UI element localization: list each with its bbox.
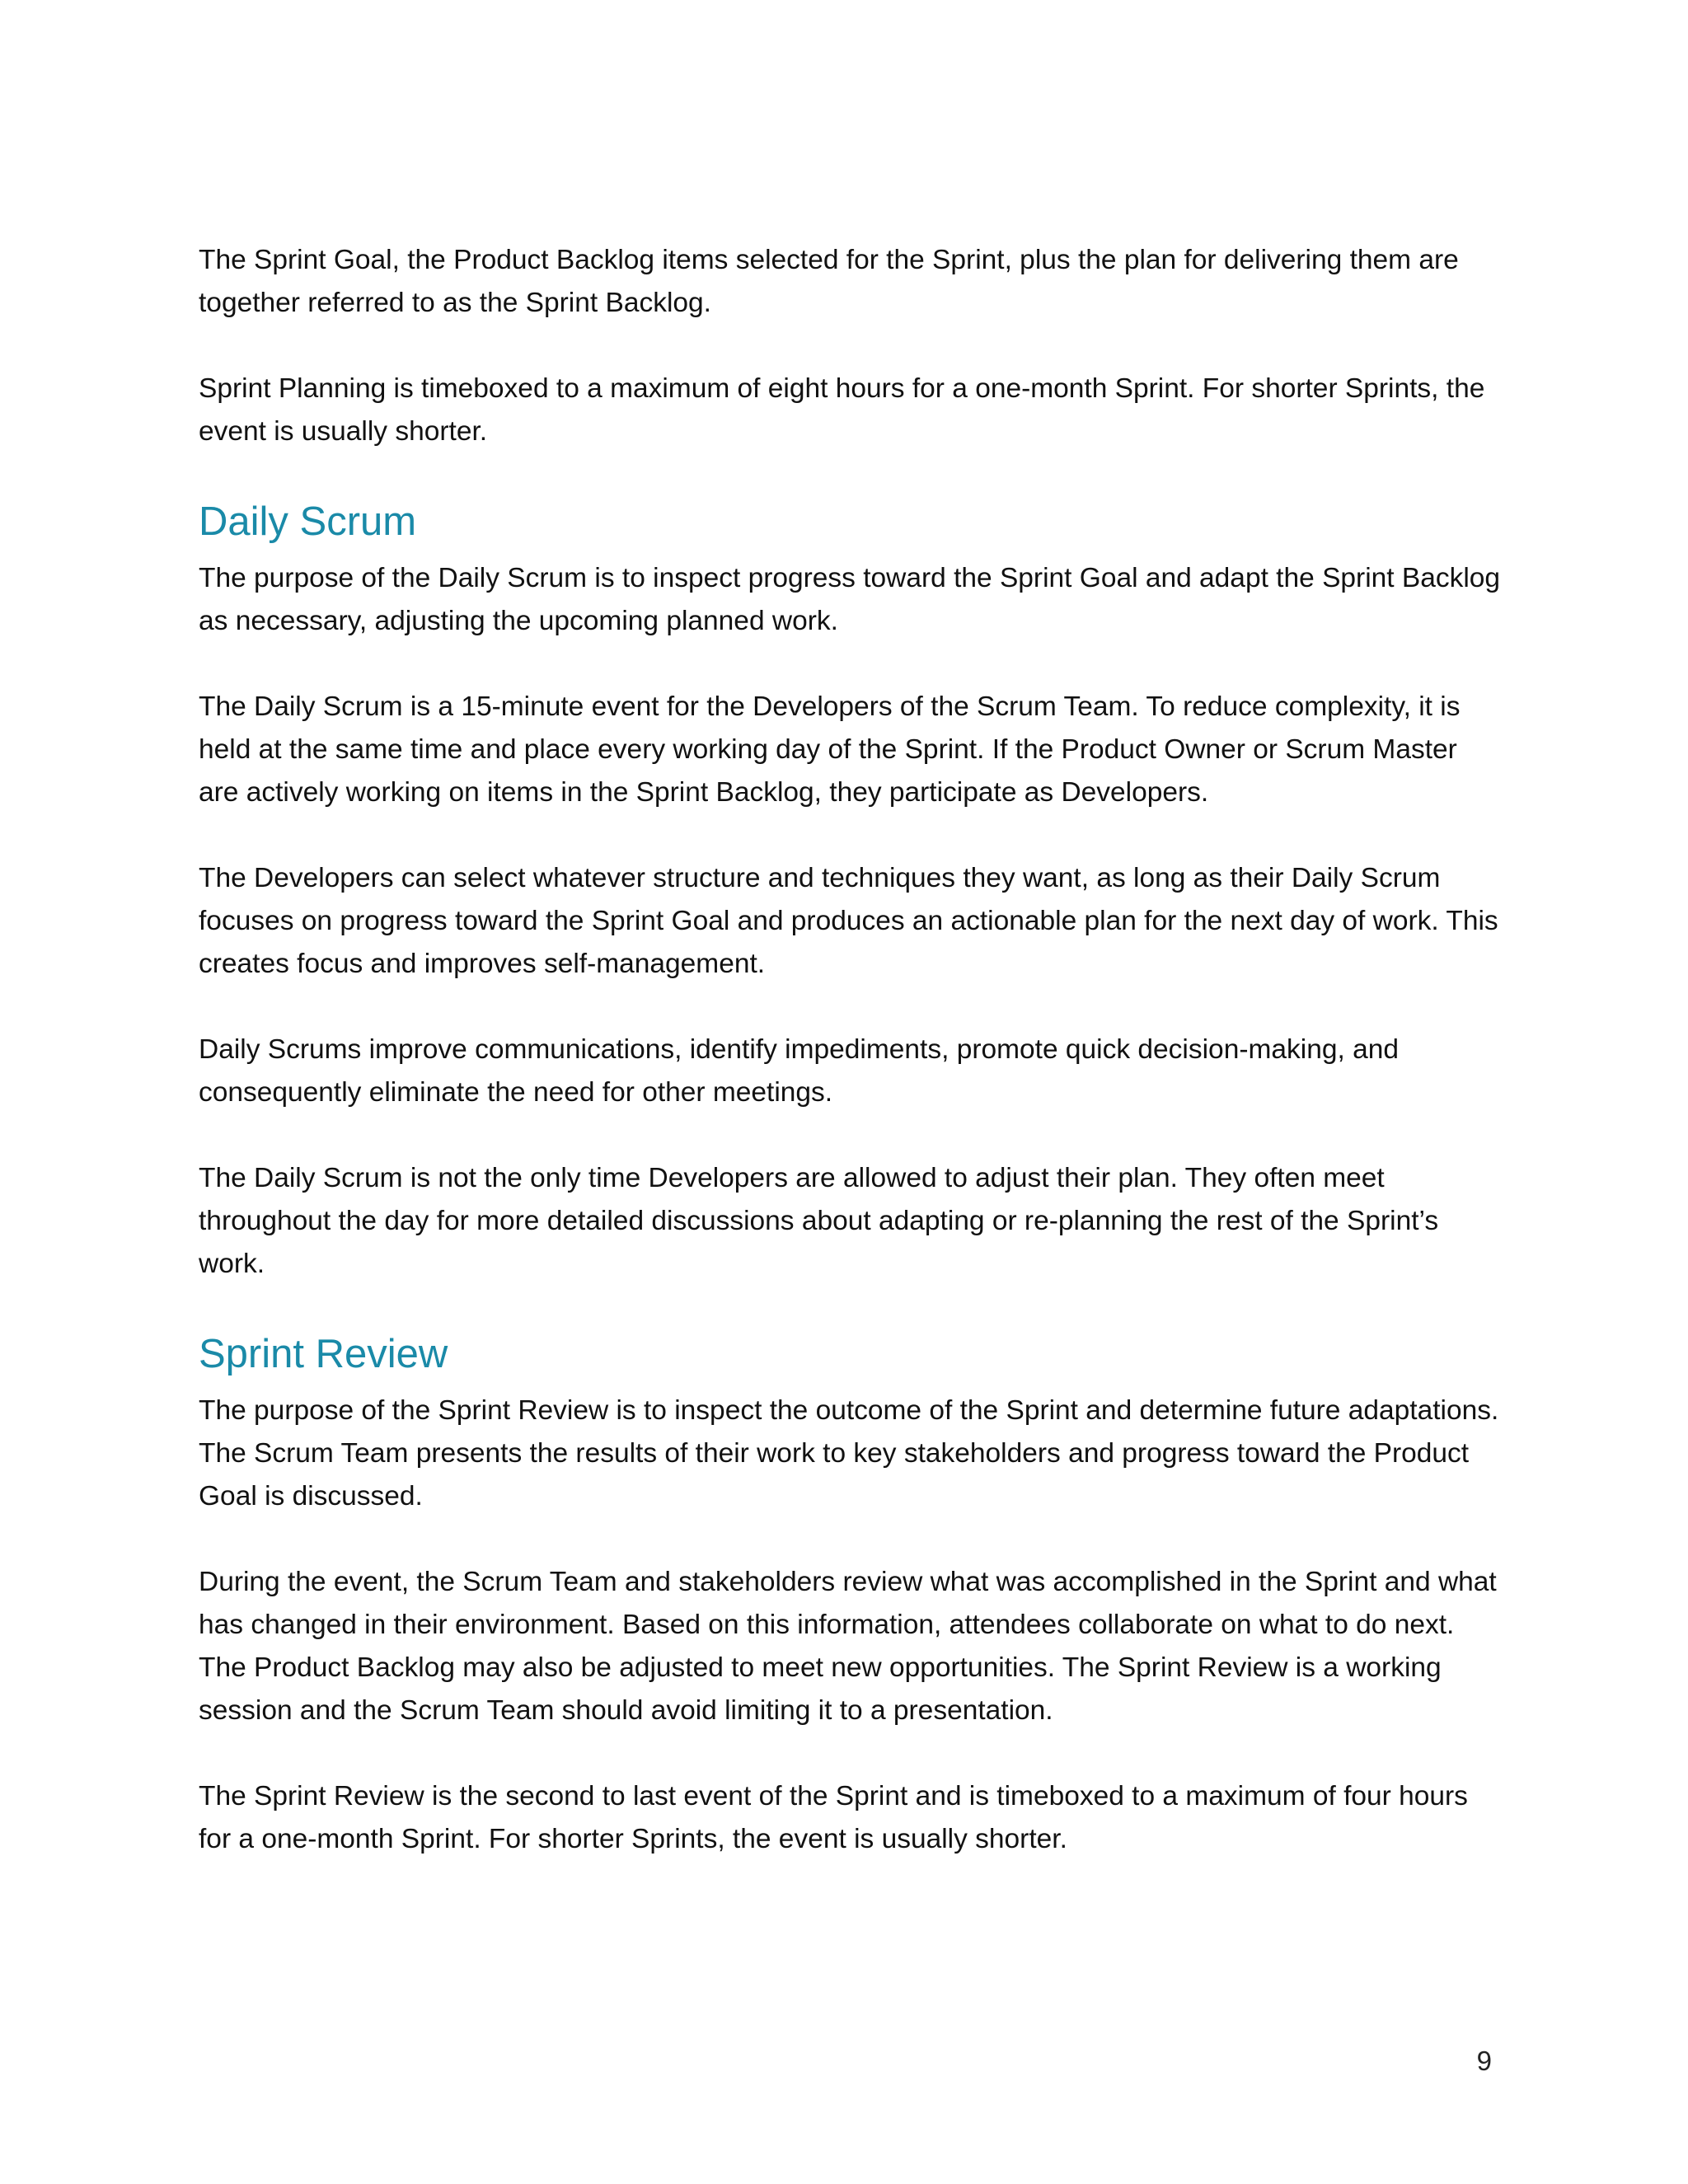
daily-scrum-paragraph-3: The Developers can select whatever structure and techniques they want, as long as their Daily Scrum focuses on progress toward the Sprint Goal and produces an actionable plan for the next day of work. This creates focus and improves self-management. (199, 863, 1498, 979)
sprint-review-paragraph-3: The Sprint Review is the second to last event of the Sprint and is timeboxed to a maximum of four hours for a one-month Sprint. For shorter Sprints, the event is usually shorter. (199, 1781, 1468, 1854)
page-number: 9 (1476, 2046, 1492, 2076)
sprint-review-paragraph-1: The purpose of the Sprint Review is to inspect the outcome of the Sprint and determine future adaptations. The Scrum Team presents the results of their work to key stakeholders and progress toward the Product Goal is discussed. (199, 1395, 1499, 1511)
daily-scrum-paragraph-2: The Daily Scrum is a 15-minute event for the Developers of the Scrum Team. To reduce complexity, it is held at the same time and place every working day of the Sprint. If the Product Owner or Scrum Master are actively working on items in the Sprint Backlog, they participate as Developers. (199, 691, 1461, 808)
daily-scrum-paragraph-4: Daily Scrums improve communications, identify impediments, promote quick decision-making, and consequently eliminate the need for other meetings. (199, 1034, 1399, 1108)
page-content (199, 239, 1501, 1904)
section-heading-daily-scrum: Daily Scrum (199, 499, 417, 544)
intro-paragraph-2: Sprint Planning is timeboxed to a maximum of eight hours for a one-month Sprint. For shorter Sprints, the event is usually shorter. (199, 373, 1485, 447)
daily-scrum-paragraph-5: The Daily Scrum is not the only time Developers are allowed to adjust their plan. They often meet throughout the day for more detailed discussions about adapting or re-planning the rest of the Sprint’s work. (199, 1163, 1439, 1279)
section-heading-sprint-review: Sprint Review (199, 1332, 448, 1376)
sprint-review-paragraph-2: During the event, the Scrum Team and stakeholders review what was accomplished in the Sprint and what has changed in their environment. Based on this information, attendees collaborate on what to do next. The Product Backlog may also be adjusted to meet new opportunities. The Sprint Review is a working session and the Scrum Team should avoid limiting it to a presentation. (199, 1567, 1497, 1726)
intro-paragraph-1: The Sprint Goal, the Product Backlog items selected for the Sprint, plus the plan for delivering them are together referred to as the Sprint Backlog. (199, 245, 1459, 318)
daily-scrum-paragraph-1: The purpose of the Daily Scrum is to inspect progress toward the Sprint Goal and adapt the Sprint Backlog as necessary, adjusting the upcoming planned work. (199, 563, 1501, 636)
